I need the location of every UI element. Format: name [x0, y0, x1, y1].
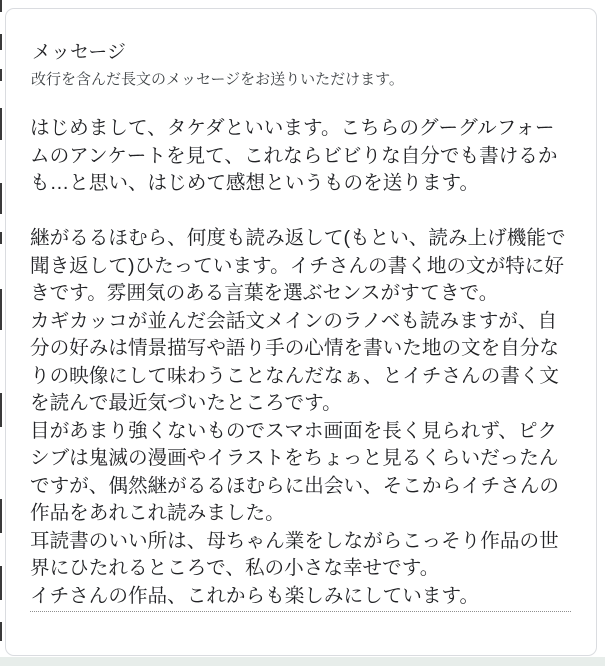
clipped-edge-content	[0, 69, 2, 81]
clipped-edge-content	[0, 108, 2, 140]
message-line: 耳読書のいい所は、母ちゃん業をしながらこっそり作品の世	[30, 529, 559, 552]
message-line: カギカッコが並んだ会話文メインのラノベも読みますが、自	[30, 309, 558, 332]
message-line: イチさんの作品、これからも楽しみにしています。	[30, 584, 480, 607]
message-line: りの映像にして味わうことなんだなぁ、とイチさんの書く文	[30, 364, 560, 387]
clipped-edge-content	[0, 499, 2, 533]
question-description: 改行を含んだ長文のメッセージをお送りいただけます。	[31, 71, 404, 88]
question-title: メッセージ	[32, 42, 126, 63]
message-line: はじめまして、タケダといいます。こちらのグーグルフォー	[30, 117, 555, 139]
message-line: ですが、偶然継がるるほむらに出会い、そこからイチさんの	[30, 474, 560, 497]
clipped-edge-content	[0, 232, 2, 244]
message-line: を読んで最近気づいたところです。	[30, 392, 342, 414]
clipped-edge-content	[0, 0, 2, 12]
clipped-edge-content	[0, 183, 2, 214]
message-line: 目があまり強くないものでスマホ画面を長く見られず、ピク	[30, 419, 558, 442]
message-line: ムのアンケートを見て、これならビビりな自分でも書けるか	[30, 144, 558, 167]
clipped-edge-content	[0, 34, 2, 50]
message-line: きです。雰囲気のある言葉を選ぶセンスがすてきで。	[30, 282, 499, 304]
message-line: 聞き返して)ひたっています。イチさんの書く地の文が特に好	[30, 254, 564, 277]
message-line: 界にひたれるところで、私の小さな幸せです。	[30, 557, 440, 579]
question-card	[5, 8, 597, 656]
clipped-edge-content	[0, 289, 2, 330]
clipped-edge-content	[0, 393, 2, 427]
message-line: 作品をあれこれ読みました。	[30, 502, 285, 524]
message-line: シブは鬼滅の漫画やイラストをちょっと見るくらいだったん	[30, 447, 559, 469]
message-textarea[interactable]	[30, 115, 571, 612]
clipped-edge-content	[0, 566, 2, 600]
message-line: も…と思い、はじめて感想というものを送ります。	[30, 172, 480, 194]
clipped-edge-content	[0, 622, 2, 641]
message-line	[30, 198, 571, 226]
message-line: 分の好みは情景描写や語り手の心情を書いた地の文を自分な	[30, 337, 560, 359]
page-background-strip	[0, 657, 605, 666]
message-line: 継がるるほむら、何度も読み返して(もとい、読み上げ機能で	[30, 227, 566, 249]
